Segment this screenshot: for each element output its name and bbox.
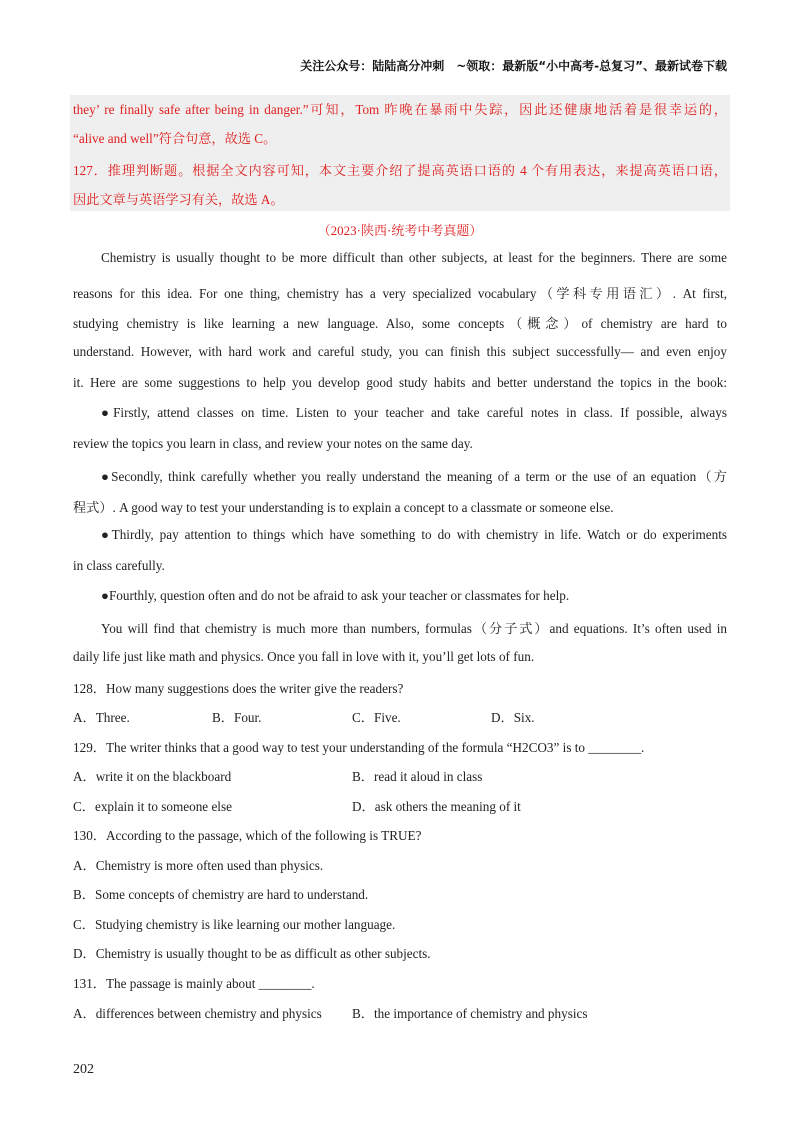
question-129-stem: 129．The writer thinks that a good way to test your understanding of the formula “H2CO3” is to ________. — [73, 740, 645, 755]
question-130-option-c: C．Studying chemistry is like learning our mother language. — [73, 917, 396, 932]
question-128-option-b: B．Four. — [212, 710, 262, 725]
question-128-option-a: A．Three. — [73, 710, 130, 725]
question-130-option-b: B．Some concepts of chemistry are hard to understand. — [73, 887, 369, 902]
passage-line-12: ●Fourthly, question often and do not be afraid to ask your teacher or classmates for help. — [101, 588, 570, 603]
question-128-option-c: C．Five. — [352, 710, 401, 725]
passage-line-4: understand. However, with hard work and careful study, you can finish this subject successfully— and even enjoy — [73, 344, 727, 359]
question-128-option-d: D．Six. — [491, 710, 535, 725]
passage-line-2: reasons for this idea. For one thing, chemistry has a very specialized vocabulary（学科专用语汇）. At first, — [73, 286, 727, 301]
question-129-option-c: C．explain it to someone else — [73, 799, 232, 814]
page-number: 202 — [73, 1062, 94, 1077]
passage-line-9: 程式）. A good way to test your understanding is to explain a concept to a classmate or someone else. — [73, 500, 614, 515]
question-129-option-a: A．write it on the blackboard — [73, 769, 232, 784]
passage-line-11: in class carefully. — [73, 558, 165, 573]
question-129-option-d: D．ask others the meaning of it — [352, 799, 521, 814]
passage-line-14: daily life just like math and physics. Once you fall in love with it, you’ll get lots of fun. — [73, 649, 535, 664]
source-title: （2023·陕西·统考中考真题） — [317, 223, 483, 238]
question-130-option-d: D．Chemistry is usually thought to be as difficult as other subjects. — [73, 946, 431, 961]
answer-line-3: 127．推理判断题。根据全文内容可知，本文主要介绍了提高英语口语的 4 个有用表达，来提高英语口语， — [73, 163, 727, 178]
passage-line-7: review the topics you learn in class, and review your notes on the same day. — [73, 436, 473, 451]
passage-line-5: it. Here are some suggestions to help you develop good study habits and better understand the topics in the book: — [73, 375, 727, 390]
answer-line-2: “alive and well”符合句意，故选 C。 — [73, 131, 277, 146]
passage-line-1: Chemistry is usually thought to be more difficult than other subjects, at least for the beginners. There are some — [101, 250, 727, 265]
passage-line-6: ●Firstly, attend classes on time. Listen to your teacher and take careful notes in class. If possible, always — [101, 405, 727, 420]
passage-line-10: ●Thirdly, pay attention to things which have something to do with chemistry in life. Watch or do experiments — [101, 527, 727, 542]
passage-line-8: ●Secondly, think carefully whether you really understand the meaning of a term or the use of an equation（方 — [101, 469, 727, 484]
answer-line-1: they’ re finally safe after being in danger.”可知，Tom 昨晚在暴雨中失踪，因此还健康地活着是很幸运的， — [73, 102, 727, 117]
answer-line-4: 因此文章与英语学习有关，故选 A。 — [73, 192, 284, 207]
question-131-stem: 131．The passage is mainly about ________. — [73, 976, 315, 991]
question-130-option-a: A．Chemistry is more often used than physics. — [73, 858, 324, 873]
question-128-stem: 128．How many suggestions does the writer give the readers? — [73, 681, 404, 696]
question-131-option-b: B．the importance of chemistry and physics — [352, 1006, 588, 1021]
passage-line-3: studying chemistry is like learning a new language. Also, some concepts（概念）of chemistry are hard to — [73, 316, 727, 331]
question-129-option-b: B．read it aloud in class — [352, 769, 483, 784]
passage-line-13: You will find that chemistry is much more than numbers, formulas（分子式）and equations. It’s often used in — [101, 621, 727, 636]
question-131-option-a: A．differences between chemistry and physics — [73, 1006, 322, 1021]
page-header: 关注公众号：陆陆高分冲刺 ~领取：最新版“小中高考-总复习”、最新试卷下载 — [300, 59, 727, 73]
question-130-stem: 130．According to the passage, which of the following is TRUE? — [73, 828, 422, 843]
